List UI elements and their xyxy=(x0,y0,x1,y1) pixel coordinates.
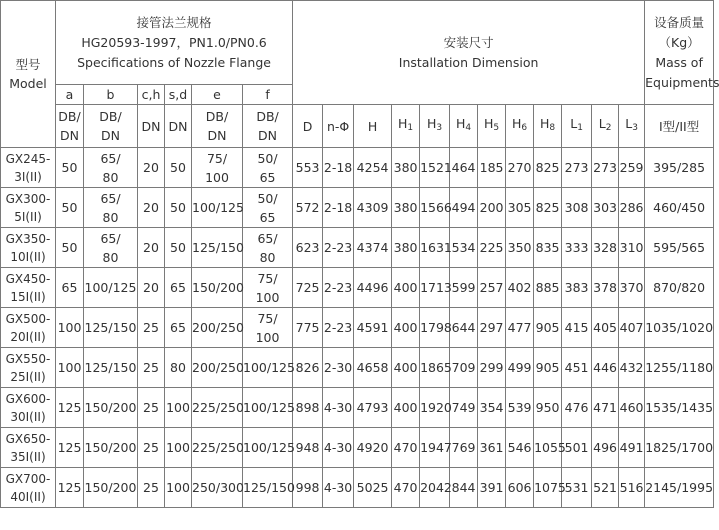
cell-l3: 407 xyxy=(619,308,645,348)
model-code: GX600- xyxy=(5,391,51,406)
table-row xyxy=(1,268,714,308)
cell-n: 2-18 xyxy=(323,148,354,188)
cell-n: 2-23 xyxy=(323,228,354,268)
cell-d: 553 xyxy=(293,148,323,188)
model-code: GX500- xyxy=(5,311,51,326)
model-cell xyxy=(1,468,56,508)
cell-b: 100/125 xyxy=(84,268,138,308)
cell-h4: 769 xyxy=(450,428,478,468)
cell-h1: 470 xyxy=(392,468,420,508)
dim-header: $H_8$ xyxy=(534,105,562,148)
cell-l2: 405 xyxy=(592,308,619,348)
cell-h: 4591 xyxy=(354,308,392,348)
cell-h1: 400 xyxy=(392,308,420,348)
model-variant: 30I(II) xyxy=(10,409,46,424)
dim-header: n-Φ xyxy=(323,105,354,148)
cell-n: 2-18 xyxy=(323,188,354,228)
dim-header: $L_2$ xyxy=(592,105,619,148)
nozzle-unit: DB/ DN xyxy=(56,105,84,148)
cell-l1: 333 xyxy=(562,228,592,268)
cell-l3: 310 xyxy=(619,228,645,268)
install-header-cn: 安装尺寸 xyxy=(443,34,494,50)
cell-n: 2-30 xyxy=(323,348,354,388)
cell-a: 125 xyxy=(56,428,84,468)
cell-h3: 1920 xyxy=(420,388,450,428)
cell-mass: 1255/1180 xyxy=(645,348,714,388)
cell-e: 225/250 xyxy=(192,388,243,428)
cell-h3: 2042 xyxy=(420,468,450,508)
cell-l3: 432 xyxy=(619,348,645,388)
cell-l1: 531 xyxy=(562,468,592,508)
cell-f: 100/125 xyxy=(243,348,293,388)
model-variant: 40I(II) xyxy=(10,489,46,504)
cell-l3: 370 xyxy=(619,268,645,308)
model-cell xyxy=(1,228,56,268)
dim-header: $H_5$ xyxy=(478,105,506,148)
table-row xyxy=(1,468,714,508)
cell-h8: 835 xyxy=(534,228,562,268)
cell-d: 623 xyxy=(293,228,323,268)
cell-l2: 273 xyxy=(592,148,619,188)
cell-a: 100 xyxy=(56,308,84,348)
cell-h3: 1521 xyxy=(420,148,450,188)
cell-f: 50/ 65 xyxy=(243,148,293,188)
cell-l3: 491 xyxy=(619,428,645,468)
cell-h8: 825 xyxy=(534,148,562,188)
model-code: GX550- xyxy=(5,351,51,366)
install-header-en: Installation Dimension xyxy=(398,54,539,70)
cell-l2: 328 xyxy=(592,228,619,268)
cell-l1: 451 xyxy=(562,348,592,388)
cell-h6: 270 xyxy=(506,148,534,188)
model-header-cn: 型号 xyxy=(15,57,41,72)
cell-e: 100/125 xyxy=(192,188,243,228)
cell-a: 50 xyxy=(56,228,84,268)
cell-f: 75/ 100 xyxy=(243,268,293,308)
cell-h1: 400 xyxy=(392,268,420,308)
nozzle-unit: DB/ DN xyxy=(192,105,243,148)
cell-n: 4-30 xyxy=(323,388,354,428)
cell-l2: 303 xyxy=(592,188,619,228)
cell-mass: 2145/1995 xyxy=(645,468,714,508)
flange-header-en: Specifications of Nozzle Flange xyxy=(77,54,271,70)
cell-h4: 749 xyxy=(450,388,478,428)
cell-h4: 494 xyxy=(450,188,478,228)
nozzle-header: f xyxy=(243,85,293,105)
cell-n: 4-30 xyxy=(323,428,354,468)
cell-s: 65 xyxy=(165,268,192,308)
cell-c: 20 xyxy=(138,268,165,308)
cell-h1: 470 xyxy=(392,428,420,468)
cell-h4: 644 xyxy=(450,308,478,348)
cell-l1: 415 xyxy=(562,308,592,348)
model-variant: 5I(II) xyxy=(14,209,42,224)
cell-a: 50 xyxy=(56,148,84,188)
model-code: GX300- xyxy=(5,191,51,206)
cell-a: 50 xyxy=(56,188,84,228)
dim-header: $L_1$ xyxy=(562,105,592,148)
cell-d: 898 xyxy=(293,388,323,428)
flange-header-cn: 接管法兰规格 xyxy=(136,14,212,30)
cell-mass: 395/285 xyxy=(645,148,714,188)
cell-l1: 308 xyxy=(562,188,592,228)
cell-h1: 380 xyxy=(392,228,420,268)
model-variant: 25I(II) xyxy=(10,369,46,384)
cell-l1: 383 xyxy=(562,268,592,308)
model-variant: 3I(II) xyxy=(14,169,42,184)
cell-h5: 297 xyxy=(478,308,506,348)
model-cell xyxy=(1,268,56,308)
mass-header xyxy=(645,1,719,105)
model-variant: 35I(II) xyxy=(10,449,46,464)
cell-h: 4374 xyxy=(354,228,392,268)
cell-h5: 299 xyxy=(478,348,506,388)
mass-header-en2: Equipments xyxy=(645,74,719,90)
dim-header: $H_4$ xyxy=(450,105,478,148)
nozzle-unit: DN xyxy=(138,105,165,148)
cell-d: 775 xyxy=(293,308,323,348)
cell-h4: 534 xyxy=(450,228,478,268)
cell-h1: 400 xyxy=(392,388,420,428)
cell-h3: 1865 xyxy=(420,348,450,388)
cell-l2: 446 xyxy=(592,348,619,388)
cell-a: 65 xyxy=(56,268,84,308)
cell-l1: 501 xyxy=(562,428,592,468)
cell-l2: 471 xyxy=(592,388,619,428)
cell-h3: 1631 xyxy=(420,228,450,268)
cell-b: 150/200 xyxy=(84,468,138,508)
cell-h1: 380 xyxy=(392,188,420,228)
cell-d: 998 xyxy=(293,468,323,508)
cell-mass: 1535/1435 xyxy=(645,388,714,428)
cell-c: 20 xyxy=(138,148,165,188)
table-row xyxy=(1,188,714,228)
cell-b: 65/ 80 xyxy=(84,228,138,268)
cell-h8: 1075 xyxy=(534,468,562,508)
cell-n: 2-23 xyxy=(323,268,354,308)
cell-h3: 1713 xyxy=(420,268,450,308)
cell-h6: 546 xyxy=(506,428,534,468)
cell-n: 4-30 xyxy=(323,468,354,508)
cell-h: 5025 xyxy=(354,468,392,508)
install-header xyxy=(293,1,645,105)
cell-h6: 539 xyxy=(506,388,534,428)
cell-h6: 499 xyxy=(506,348,534,388)
flange-header xyxy=(56,1,293,85)
cell-a: 100 xyxy=(56,348,84,388)
mass-header-cn: 设备质量 xyxy=(654,14,705,30)
cell-l3: 460 xyxy=(619,388,645,428)
cell-e: 200/250 xyxy=(192,348,243,388)
cell-b: 125/150 xyxy=(84,308,138,348)
cell-h5: 257 xyxy=(478,268,506,308)
cell-l3: 286 xyxy=(619,188,645,228)
cell-h1: 380 xyxy=(392,148,420,188)
cell-h: 4793 xyxy=(354,388,392,428)
cell-h6: 477 xyxy=(506,308,534,348)
model-header xyxy=(1,1,56,148)
cell-b: 150/200 xyxy=(84,428,138,468)
cell-h4: 709 xyxy=(450,348,478,388)
model-code: GX650- xyxy=(5,431,51,446)
cell-l1: 476 xyxy=(562,388,592,428)
cell-h3: 1947 xyxy=(420,428,450,468)
cell-b: 65/ 80 xyxy=(84,188,138,228)
dim-header: H xyxy=(354,105,392,148)
cell-s: 80 xyxy=(165,348,192,388)
cell-h4: 599 xyxy=(450,268,478,308)
cell-f: 50/ 65 xyxy=(243,188,293,228)
cell-h3: 1566 xyxy=(420,188,450,228)
dim-header: $L_3$ xyxy=(619,105,645,148)
cell-mass: 1035/1020 xyxy=(645,308,714,348)
nozzle-unit: DN xyxy=(165,105,192,148)
cell-h5: 225 xyxy=(478,228,506,268)
model-cell xyxy=(1,148,56,188)
mass-header-unit: （Kg） xyxy=(658,34,700,50)
cell-c: 25 xyxy=(138,308,165,348)
cell-h4: 844 xyxy=(450,468,478,508)
cell-f: 100/125 xyxy=(243,428,293,468)
nozzle-header: s,d xyxy=(165,85,192,105)
cell-s: 100 xyxy=(165,428,192,468)
cell-h8: 1055 xyxy=(534,428,562,468)
cell-h5: 354 xyxy=(478,388,506,428)
table-row xyxy=(1,348,714,388)
model-cell xyxy=(1,308,56,348)
model-code: GX700- xyxy=(5,471,51,486)
cell-c: 25 xyxy=(138,468,165,508)
cell-s: 50 xyxy=(165,228,192,268)
model-variant: 20I(II) xyxy=(10,329,46,344)
cell-d: 725 xyxy=(293,268,323,308)
cell-h8: 825 xyxy=(534,188,562,228)
cell-f: 100/125 xyxy=(243,388,293,428)
table-row xyxy=(1,428,714,468)
cell-a: 125 xyxy=(56,468,84,508)
cell-e: 150/200 xyxy=(192,268,243,308)
model-code: GX350- xyxy=(5,231,51,246)
cell-h: 4496 xyxy=(354,268,392,308)
table-row xyxy=(1,388,714,428)
cell-e: 75/ 100 xyxy=(192,148,243,188)
cell-e: 225/250 xyxy=(192,428,243,468)
cell-l2: 496 xyxy=(592,428,619,468)
cell-h5: 185 xyxy=(478,148,506,188)
nozzle-unit: DB/ DN xyxy=(84,105,138,148)
model-code: GX450- xyxy=(5,271,51,286)
cell-e: 125/150 xyxy=(192,228,243,268)
cell-h8: 905 xyxy=(534,348,562,388)
cell-e: 250/300 xyxy=(192,468,243,508)
model-variant: 10I(II) xyxy=(10,249,46,264)
cell-h: 4254 xyxy=(354,148,392,188)
nozzle-header: a xyxy=(56,85,84,105)
cell-h6: 606 xyxy=(506,468,534,508)
cell-mass: 595/565 xyxy=(645,228,714,268)
cell-mass: 870/820 xyxy=(645,268,714,308)
model-cell xyxy=(1,428,56,468)
cell-mass: 1825/1700 xyxy=(645,428,714,468)
mass-header-en1: Mass of xyxy=(655,54,703,70)
flange-header-std: HG20593-1997，PN1.0/PN0.6 xyxy=(81,34,267,50)
cell-h: 4920 xyxy=(354,428,392,468)
cell-b: 150/200 xyxy=(84,388,138,428)
cell-d: 826 xyxy=(293,348,323,388)
cell-s: 65 xyxy=(165,308,192,348)
nozzle-header: e xyxy=(192,85,243,105)
cell-h5: 200 xyxy=(478,188,506,228)
cell-s: 50 xyxy=(165,148,192,188)
cell-l2: 521 xyxy=(592,468,619,508)
cell-h6: 350 xyxy=(506,228,534,268)
cell-h: 4309 xyxy=(354,188,392,228)
cell-h6: 305 xyxy=(506,188,534,228)
cell-s: 100 xyxy=(165,388,192,428)
cell-s: 50 xyxy=(165,188,192,228)
cell-f: 65/ 80 xyxy=(243,228,293,268)
nozzle-header: c,h xyxy=(138,85,165,105)
cell-l3: 259 xyxy=(619,148,645,188)
model-variant: 15I(II) xyxy=(10,289,46,304)
model-cell xyxy=(1,348,56,388)
dim-header: $H_1$ xyxy=(392,105,420,148)
cell-h4: 464 xyxy=(450,148,478,188)
cell-h1: 400 xyxy=(392,348,420,388)
nozzle-unit: DB/ DN xyxy=(243,105,293,148)
cell-h3: 1798 xyxy=(420,308,450,348)
model-code: GX245- xyxy=(5,151,51,166)
cell-h8: 905 xyxy=(534,308,562,348)
cell-c: 20 xyxy=(138,188,165,228)
model-cell xyxy=(1,188,56,228)
cell-a: 125 xyxy=(56,388,84,428)
model-cell xyxy=(1,388,56,428)
cell-l2: 378 xyxy=(592,268,619,308)
cell-f: 125/150 xyxy=(243,468,293,508)
cell-c: 25 xyxy=(138,388,165,428)
cell-s: 100 xyxy=(165,468,192,508)
cell-mass: 460/450 xyxy=(645,188,714,228)
cell-c: 25 xyxy=(138,428,165,468)
cell-h5: 391 xyxy=(478,468,506,508)
dim-header: $H_6$ xyxy=(506,105,534,148)
cell-l1: 273 xyxy=(562,148,592,188)
cell-f: 75/ 100 xyxy=(243,308,293,348)
dim-header: D xyxy=(293,105,323,148)
table-row xyxy=(1,148,714,188)
cell-c: 25 xyxy=(138,348,165,388)
cell-b: 125/150 xyxy=(84,348,138,388)
cell-h6: 402 xyxy=(506,268,534,308)
model-header-en: Model xyxy=(9,76,47,91)
cell-n: 2-23 xyxy=(323,308,354,348)
table-row xyxy=(1,228,714,268)
nozzle-header: b xyxy=(84,85,138,105)
table-row xyxy=(1,308,714,348)
cell-d: 572 xyxy=(293,188,323,228)
dim-header: $H_3$ xyxy=(420,105,450,148)
cell-h5: 361 xyxy=(478,428,506,468)
cell-h: 4658 xyxy=(354,348,392,388)
cell-h8: 950 xyxy=(534,388,562,428)
cell-e: 200/250 xyxy=(192,308,243,348)
mass-type-header: I型/II型 xyxy=(645,105,714,148)
cell-d: 948 xyxy=(293,428,323,468)
cell-h8: 885 xyxy=(534,268,562,308)
cell-b: 65/ 80 xyxy=(84,148,138,188)
cell-c: 20 xyxy=(138,228,165,268)
cell-l3: 516 xyxy=(619,468,645,508)
